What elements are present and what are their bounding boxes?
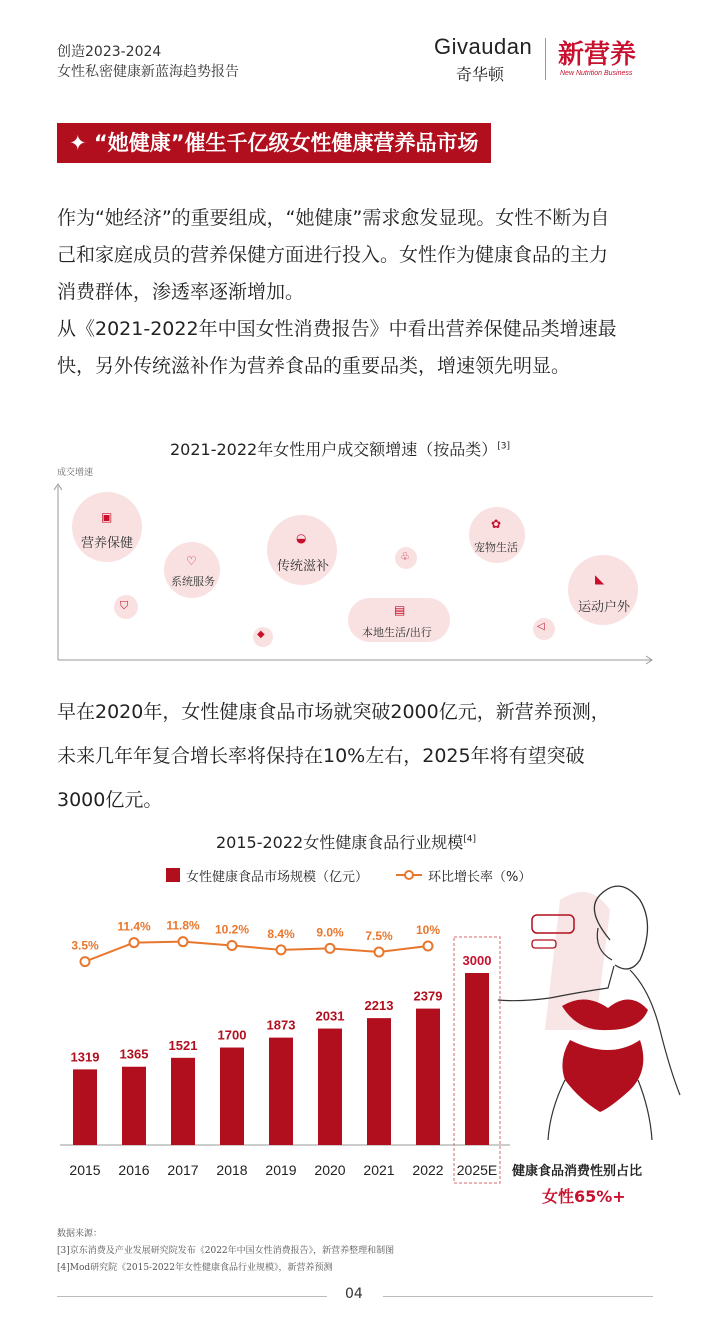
gender-share-label: 健康食品消费性别占比	[512, 1164, 643, 1179]
x-tick-label: 2021	[363, 1162, 395, 1178]
source-4: [4]Mod研究院《2015-2022年女性健康食品行业规模》，新营养预测	[57, 1263, 333, 1273]
bar	[367, 1018, 391, 1145]
bar	[318, 1029, 342, 1145]
bar-value-label: 1700	[217, 1027, 247, 1043]
bar	[269, 1038, 293, 1145]
middle-line: 3000亿元。	[57, 789, 163, 811]
bar-value-label: 1873	[266, 1017, 296, 1033]
bubble-label: 宠物生活	[474, 541, 518, 554]
legend-bar-swatch	[166, 868, 180, 882]
bar-value-label: 1319	[70, 1049, 100, 1065]
source-3: [3]京东消费及产业发展研究院发布《2022年中国女性消费报告》，新营养整理和制图	[57, 1246, 395, 1256]
bar	[220, 1048, 244, 1145]
x-tick-label: 2020	[314, 1162, 346, 1178]
bubble-label: 传统滋补	[277, 559, 330, 574]
growth-point	[130, 938, 139, 947]
hat-icon: ◆	[257, 629, 265, 640]
intro-line: 快，另外传统滋补作为营养食品的重要品类，增速领先明显。	[57, 355, 571, 377]
shield-icon: ⛉	[120, 599, 129, 612]
luggage-icon: ▤	[394, 603, 406, 617]
intro-paragraph	[57, 200, 617, 385]
report-title: 女性私密健康新蓝海趋势报告	[57, 64, 239, 80]
market-chart	[60, 900, 510, 1190]
shoe-icon: ◣	[595, 572, 605, 586]
section-title: ✦ “她健康”催生千亿级女性健康营养品市场	[57, 123, 491, 163]
gender-share-value: 女性65%+	[542, 1187, 626, 1206]
growth-rate-label: 10%	[415, 923, 441, 937]
page-number: 04	[345, 1286, 363, 1302]
bowl-icon: ◒	[296, 531, 307, 545]
footer-rule-left	[57, 1296, 327, 1297]
givaudan-logo: Givaudan	[434, 34, 533, 59]
bubble-nutrition	[72, 492, 142, 562]
x-tick-label: 2017	[167, 1162, 199, 1178]
intro-line: 从《2021-2022年中国女性消费报告》中看出营养保健品类增速最	[57, 318, 617, 340]
x-tick-label: 2015	[69, 1162, 101, 1178]
woman-illustration	[490, 880, 700, 1140]
market-chart-title: 2015-2022女性健康食品行业规模[4]	[216, 833, 476, 852]
bubble-chart-title: 2021-2022年女性用户成交额增速（按品类）[3]	[170, 440, 510, 459]
legend-line-label: 环比增长率（%）	[428, 870, 532, 885]
heart-icon: ♡	[186, 554, 197, 568]
growth-point	[179, 937, 188, 946]
growth-rate-label: 9.0%	[316, 925, 344, 940]
bar	[171, 1058, 195, 1145]
nnb-logo-en: New Nutrition Business	[560, 70, 633, 77]
legend-line-swatch	[396, 867, 422, 883]
bubble-axes	[50, 480, 660, 670]
bar-value-label: 2213	[364, 998, 394, 1014]
bar-value-label: 1521	[168, 1037, 198, 1053]
source-heading: 数据来源：	[57, 1229, 103, 1239]
bar-value-label: 1365	[119, 1046, 149, 1062]
x-tick-label: 2019	[265, 1162, 297, 1178]
growth-point	[277, 945, 286, 954]
intro-line: 己和家庭成员的营养保健方面进行投入。女性作为健康食品的主力	[57, 244, 609, 266]
intro-line: 消费群体，渗透率逐渐增加。	[57, 281, 305, 303]
growth-point	[424, 942, 433, 951]
report-year: 创造2023-2024	[57, 44, 162, 60]
growth-point	[375, 948, 384, 957]
x-tick-label: 2022	[412, 1162, 444, 1178]
growth-rate-label: 8.4%	[267, 926, 295, 941]
growth-point	[326, 944, 335, 953]
fish-icon: ◁	[537, 621, 545, 632]
growth-rate-label: 3.5%	[71, 938, 99, 953]
givaudan-logo-cn: 奇华顿	[456, 65, 505, 84]
bar-value-label: 2379	[413, 988, 443, 1004]
growth-rate-label: 10.2%	[214, 922, 250, 937]
logo-divider	[545, 38, 546, 80]
bubble-label: 运动户外	[578, 600, 631, 615]
x-tick-label: 2018	[216, 1162, 248, 1178]
bubble-y-label: 成交增速	[57, 468, 94, 478]
growth-point	[228, 941, 237, 950]
x-tick-label: 2016	[118, 1162, 150, 1178]
bubble-label: 系统服务	[171, 575, 215, 588]
gift-icon: ♧	[400, 550, 410, 563]
bubble-service	[164, 542, 220, 598]
bar	[73, 1069, 97, 1145]
x-tick-label: 2025E	[456, 1162, 498, 1178]
bubble-tonic	[267, 515, 337, 585]
footer-rule-right	[383, 1296, 653, 1297]
growth-rate-label: 11.4%	[117, 919, 151, 934]
bar-value-label: 3000	[462, 953, 492, 968]
intro-line: 作为“她经济”的重要组成，“她健康”需求愈发显现。女性不断为自	[57, 207, 610, 229]
bar	[465, 973, 489, 1145]
middle-paragraph	[57, 690, 610, 822]
growth-rate-label: 11.8%	[166, 918, 200, 933]
bubble-label: 营养保健	[81, 536, 134, 551]
bubble-label: 本地生活/出行	[362, 626, 432, 639]
middle-line: 未来几年年复合增长率将保持在10%左右，2025年将有望突破	[57, 745, 585, 767]
legend-bar-label: 女性健康食品市场规模（亿元）	[186, 870, 369, 885]
nnb-logo: 新营养	[558, 40, 637, 70]
bar	[416, 1009, 440, 1145]
bar-value-label: 2031	[315, 1008, 345, 1024]
paw-icon: ✿	[491, 517, 502, 531]
growth-point	[81, 957, 90, 966]
health-supplement-icon: ▣	[101, 510, 113, 524]
middle-line: 早在2020年，女性健康食品市场就突破2000亿元，新营养预测，	[57, 701, 610, 723]
bar	[122, 1067, 146, 1145]
growth-rate-label: 7.5%	[365, 929, 393, 943]
